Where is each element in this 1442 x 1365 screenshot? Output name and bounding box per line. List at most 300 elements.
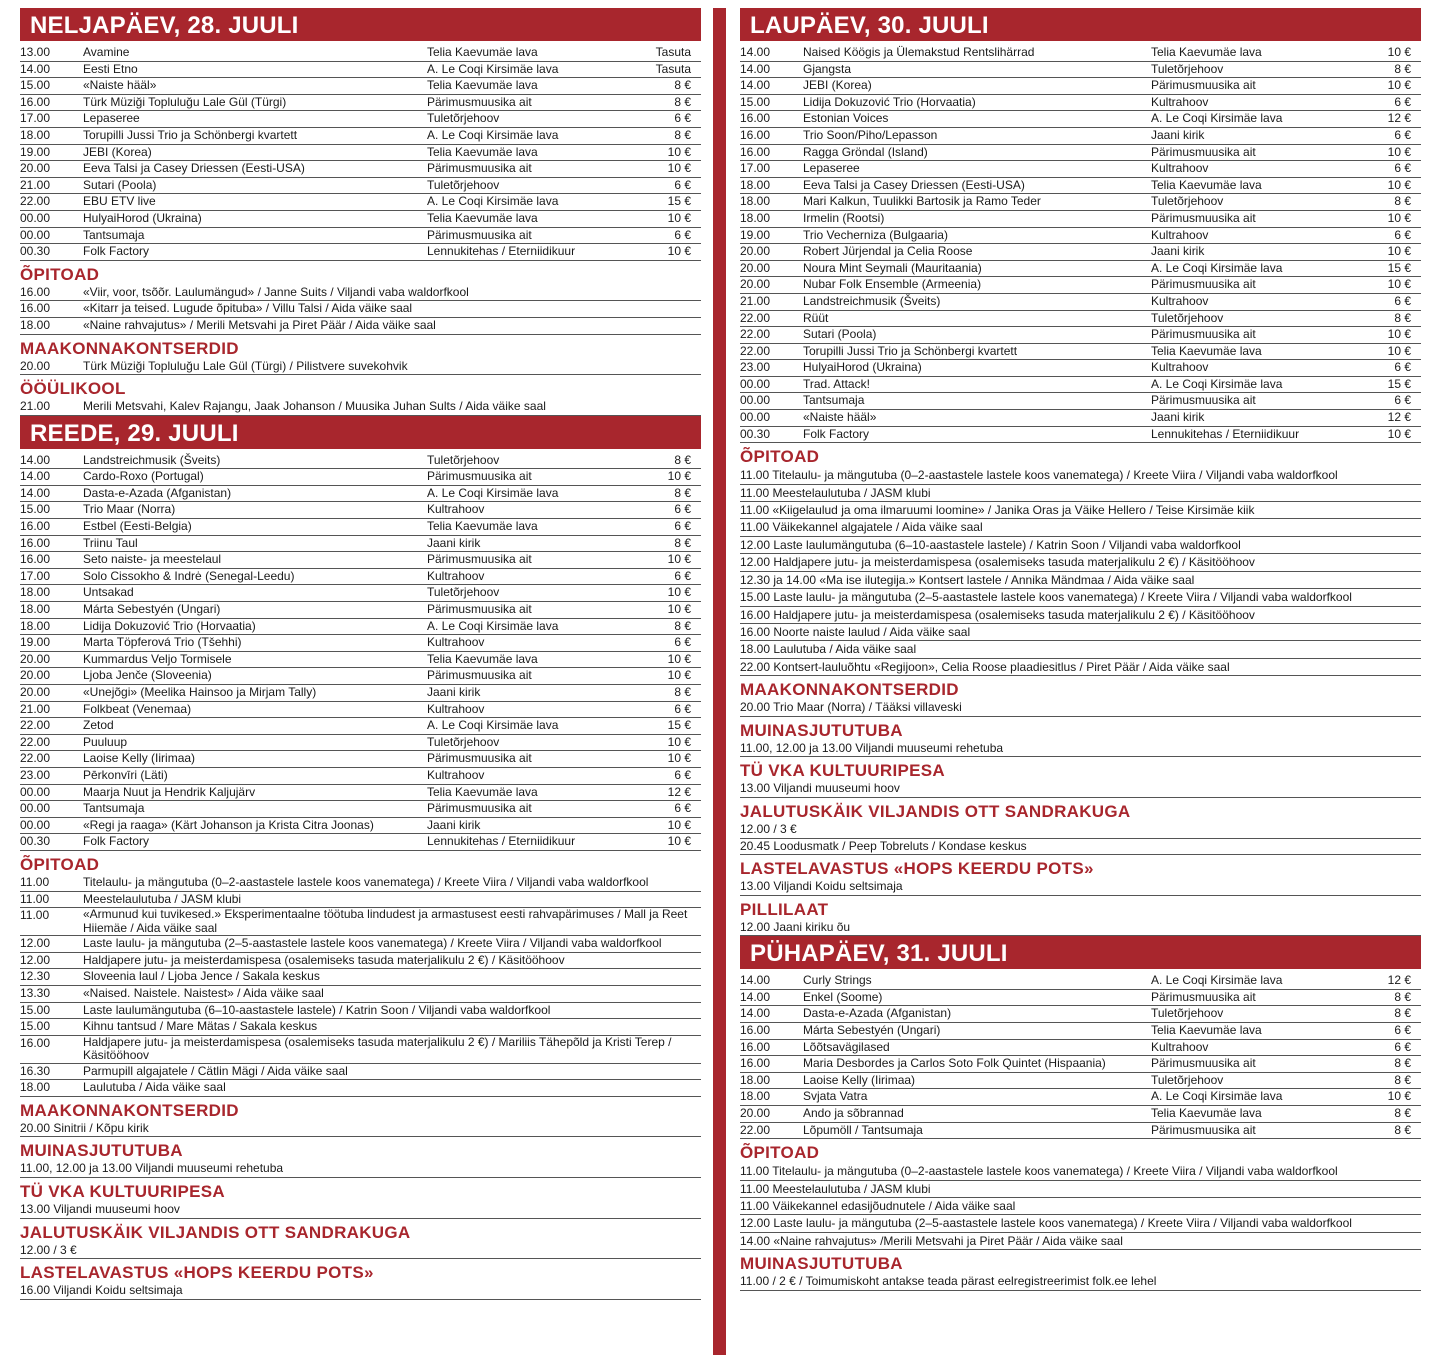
schedule-line: 16.00 Haldjapere jutu- ja meisterdamispesa (osalemiseks tasuda materjalikulu 2 €) / Käsitööhoov [740, 607, 1421, 624]
event-name: EBU ETV live [83, 194, 156, 209]
schedule-row [20, 1064, 701, 1081]
event-price: 12 € [667, 784, 691, 799]
event-time: 11.00 [20, 891, 50, 906]
event-name: Maarja Nuut ja Hendrik Kaljujärv [83, 784, 256, 799]
schedule-row [740, 261, 1421, 278]
event-price: 10 € [667, 834, 691, 849]
schedule-row [20, 986, 701, 1003]
event-time: 12.00 [20, 952, 51, 967]
event-venue: A. Le Coqi Kirsimäe lava [427, 127, 559, 142]
schedule-line: 18.00 Laulutuba / Aida väike saal [740, 641, 1421, 658]
schedule-line: 11.00 Väikekannel algajatele / Aida väike saal [740, 519, 1421, 536]
schedule-row [740, 1023, 1421, 1040]
event-price: 10 € [1387, 45, 1411, 59]
event-time: 00.00 [20, 784, 51, 799]
schedule-row [740, 327, 1421, 344]
event-name: «Viir, voor, tsõõr. Laulumängud» / Janne Suits / Viljandi vaba waldorfkool [83, 284, 469, 299]
schedule-line: 11.00, 12.00 ja 13.00 Viljandi muuseumi rehetuba [20, 1161, 701, 1178]
event-time: 14.00 [740, 973, 771, 988]
event-name: Laste laulu- ja mängutuba (2–5-aastastele lastele koos vanematega) / Kreete Viira / Viljandi vaba waldorfkool [83, 936, 662, 951]
event-venue: Pärimusmuusika ait [1151, 78, 1256, 93]
event-venue: Pärimusmuusika ait [1151, 210, 1256, 225]
event-name: Titelaulu- ja mängutuba (0–2-aastastele lastele koos vanematega) / Kreete Viira / Viljandi vaba waldorfkool [83, 874, 649, 889]
schedule-row [740, 1123, 1421, 1140]
event-venue: A. Le Coqi Kirsimäe lava [427, 618, 559, 633]
schedule-row [740, 128, 1421, 145]
event-time: 23.00 [20, 767, 51, 782]
event-venue: Tuletõrjehoov [427, 734, 500, 749]
event-venue: Pärimusmuusika ait [1151, 277, 1256, 292]
schedule-row [20, 95, 701, 112]
event-time: 00.30 [740, 426, 771, 441]
event-name: Robert Jürjendal ja Celia Roose [803, 244, 973, 259]
schedule-row [20, 953, 701, 970]
event-time: 19.00 [740, 227, 771, 242]
section-title: MUINASJUTUTUBA [740, 720, 903, 740]
event-time: 22.00 [740, 310, 771, 325]
event-name: Cardo-Roxo (Portugal) [83, 469, 204, 484]
schedule-line: 13.00 Viljandi muuseumi hoov [20, 1202, 701, 1219]
event-time: 00.00 [20, 210, 51, 225]
schedule-row [20, 834, 701, 851]
event-name: Curly Strings [803, 973, 872, 988]
event-price: 8 € [1394, 1056, 1411, 1071]
event-price: 8 € [674, 127, 691, 142]
event-price: 6 € [674, 635, 691, 650]
event-name: Avamine [83, 45, 130, 59]
event-name: «Armunud kui tuvikesed.» Eksperimentaalne töötuba lindudest ja armastusest eesti rahvapärimuses / Mall ja Reet Hiiemäe / Aida väike saal [83, 908, 688, 935]
event-name: Sutari (Poola) [803, 327, 877, 342]
schedule-row [20, 768, 701, 785]
event-venue: Telia Kaevumäe lava [1151, 343, 1262, 358]
section-title: JALUTUSKÄIK VILJANDIS OTT SANDRAKUGA [740, 801, 1131, 821]
event-time: 21.00 [20, 399, 51, 414]
event-price: 6 € [1394, 127, 1411, 142]
event-time: 18.00 [740, 194, 771, 209]
event-price: 6 € [674, 227, 691, 242]
event-venue: Pärimusmuusika ait [427, 94, 532, 109]
event-venue: Kultrahoov [1151, 1039, 1209, 1054]
schedule-line: 22.00 Kontsert-lauluõhtu «Regijoon», Celia Roose plaadiesitlus / Piret Päär / Aida väike saal [740, 659, 1421, 676]
schedule-line: 16.00 Noorte naiste laulud / Aida väike saal [740, 624, 1421, 641]
event-venue: A. Le Coqi Kirsimäe lava [1151, 1089, 1283, 1104]
event-price: 10 € [667, 651, 691, 666]
event-price: 10 € [667, 244, 691, 259]
event-time: 22.00 [20, 718, 51, 733]
event-venue: Jaani kirik [427, 817, 481, 832]
event-time: 23.00 [740, 360, 771, 375]
event-name: Lepaseree [803, 161, 860, 176]
section-title: TÜ VKA KULTUURIPESA [20, 1182, 225, 1202]
event-venue: Tuletõrjehoov [1151, 1072, 1224, 1087]
event-price: 6 € [674, 502, 691, 517]
event-time: 00.00 [20, 817, 51, 832]
event-venue: Jaani kirik [1151, 244, 1205, 259]
event-name: Trio Vecherniza (Bulgaaria) [803, 227, 948, 242]
event-name: HulyaiHorod (Ukraina) [803, 360, 922, 375]
event-name: Solo Cissokho & Indrė (Senegal-Leedu) [83, 568, 295, 583]
event-venue: Telia Kaevumäe lava [427, 78, 538, 93]
event-venue: Telia Kaevumäe lava [427, 210, 538, 225]
schedule-row [20, 318, 701, 335]
event-price: 8 € [674, 685, 691, 699]
schedule-row [20, 486, 701, 503]
schedule-line: 13.00 Viljandi Koidu seltsimaja [740, 879, 1421, 896]
event-time: 14.00 [740, 989, 771, 1004]
event-price: 6 € [1394, 227, 1411, 242]
event-name: Laoise Kelly (Iirimaa) [83, 751, 196, 766]
event-name: Tantsumaja [83, 801, 145, 816]
event-time: 18.00 [20, 618, 51, 633]
event-venue: Kultrahoov [427, 635, 485, 650]
schedule-row [740, 111, 1421, 128]
event-name: Ando ja sõbrannad [803, 1106, 904, 1121]
event-name: Puuluup [83, 734, 128, 749]
event-time: 00.30 [20, 244, 51, 259]
event-price: 10 € [667, 585, 691, 600]
schedule-row [20, 285, 701, 302]
event-name: Türk Müziği Topluluğu Lale Gül (Türgi) / Pilistvere suvekohvik [83, 358, 408, 373]
event-name: Seto naiste- ja meestelaul [83, 552, 222, 567]
event-time: 14.00 [20, 452, 51, 467]
schedule-row [20, 602, 701, 619]
schedule-row [20, 718, 701, 735]
day-header: NELJAPÄEV, 28. JUULI [20, 8, 701, 41]
event-price: 6 € [674, 568, 691, 583]
event-price: 8 € [674, 94, 691, 109]
schedule-row [20, 751, 701, 768]
event-time: 14.00 [20, 485, 51, 500]
event-name: Lõpumöll / Tantsumaja [803, 1122, 923, 1137]
event-time: 00.30 [20, 834, 51, 849]
event-venue: Pärimusmuusika ait [427, 751, 532, 766]
section-title: JALUTUSKÄIK VILJANDIS OTT SANDRAKUGA [20, 1222, 411, 1242]
event-venue: A. Le Coqi Kirsimäe lava [1151, 973, 1283, 988]
event-time: 22.00 [740, 327, 771, 342]
event-price: 6 € [1394, 161, 1411, 176]
event-name: «Kitarr ja teised. Lugude õpituba» / Villu Talsi / Aida väike saal [83, 301, 413, 316]
event-venue: Pärimusmuusika ait [427, 602, 532, 617]
event-time: 21.00 [740, 293, 771, 308]
day-header: LAUPÄEV, 30. JUULI [740, 8, 1421, 41]
schedule-row [20, 145, 701, 162]
event-time: 15.00 [740, 94, 771, 109]
schedule-row [740, 194, 1421, 211]
schedule-line: 13.00 Viljandi muuseumi hoov [740, 781, 1421, 798]
event-name: Haldjapere jutu- ja meisterdamispesa (osalemiseks tasuda materjalikulu 2 €) / Mariliis Tähepõld ja Kristi Terep / Käsitööhoov [83, 1035, 672, 1063]
event-time: 18.00 [20, 585, 51, 600]
event-time: 16.00 [20, 1035, 51, 1050]
event-name: HulyaiHorod (Ukraina) [83, 210, 202, 225]
event-time: 20.00 [740, 244, 771, 259]
event-venue: Kultrahoov [427, 701, 485, 716]
schedule-row [20, 668, 701, 685]
event-price: 10 € [1387, 177, 1411, 192]
schedule-row [20, 178, 701, 195]
event-venue: Pärimusmuusika ait [1151, 989, 1256, 1004]
schedule-row [740, 344, 1421, 361]
section-title: LASTELAVASTUS «HOPS KEERDU POTS» [740, 859, 1094, 879]
event-time: 16.00 [20, 94, 51, 109]
event-price: 6 € [1394, 94, 1411, 109]
event-name: Folk Factory [803, 426, 870, 441]
schedule-row [20, 519, 701, 536]
event-price: 6 € [1394, 293, 1411, 308]
schedule-line: 12.00 / 3 € [20, 1243, 701, 1260]
event-time: 15.00 [20, 78, 51, 93]
event-price: 10 € [1387, 244, 1411, 259]
schedule-row [20, 194, 701, 211]
event-name: «Naiste hääl» [803, 410, 877, 425]
schedule-line: 12.00 Laste laulumängutuba (6–10-aastastele lastele) / Katrin Soon / Viljandi vaba waldorfkool [740, 537, 1421, 554]
event-venue: Pärimusmuusika ait [1151, 144, 1256, 159]
event-time: 00.00 [740, 393, 771, 408]
event-price: 10 € [1387, 210, 1411, 225]
event-name: Laulutuba / Aida väike saal [83, 1080, 226, 1095]
schedule-row [740, 211, 1421, 228]
event-venue: Telia Kaevumäe lava [427, 45, 538, 59]
event-name: Haldjapere jutu- ja meisterdamispesa (osalemiseks tasuda materjalikulu 2 €) / Käsitööhoov [83, 952, 565, 967]
schedule-line: 20.00 Sinitrii / Kõpu kirik [20, 1121, 701, 1138]
event-name: Eesti Etno [83, 61, 138, 76]
schedule-row [20, 359, 701, 376]
event-price: 10 € [1387, 1089, 1411, 1104]
event-time: 20.00 [740, 277, 771, 292]
schedule-row [20, 45, 701, 62]
event-venue: Telia Kaevumäe lava [1151, 1106, 1262, 1121]
event-venue: Kultrahoov [427, 502, 485, 517]
event-time: 16.00 [20, 535, 51, 550]
event-name: Márta Sebestyén (Ungari) [83, 602, 221, 617]
event-name: Laoise Kelly (Iirimaa) [803, 1072, 916, 1087]
event-venue: Kultrahoov [1151, 227, 1209, 242]
event-name: Márta Sebestyén (Ungari) [803, 1023, 941, 1038]
event-venue: Kultrahoov [427, 767, 485, 782]
event-time: 00.00 [20, 801, 51, 816]
day-header: REEDE, 29. JUULI [20, 416, 701, 449]
schedule-row [740, 161, 1421, 178]
event-price: 12 € [1387, 410, 1411, 425]
event-time: 18.00 [740, 177, 771, 192]
event-name: Zetod [83, 718, 114, 733]
event-price: Tasuta [655, 45, 691, 59]
event-name: Noura Mint Seymali (Mauritaania) [803, 260, 982, 275]
event-venue: Pärimusmuusika ait [1151, 1122, 1256, 1137]
schedule-row [20, 1036, 701, 1064]
event-price: 8 € [674, 78, 691, 93]
day-header: PÜHAPÄEV, 31. JUULI [740, 936, 1421, 969]
section-title: ÕPITOAD [740, 447, 820, 467]
event-name: Lidija Dokuzović Trio (Horvaatia) [803, 94, 976, 109]
section-title: MAAKONNAKONTSERDID [20, 338, 239, 358]
schedule-row [740, 244, 1421, 261]
event-time: 14.00 [740, 61, 771, 76]
schedule-line: 15.00 Laste laulu- ja mängutuba (2–5-aastastele lastele koos vanematega) / Kreete Viira / Viljandi vaba waldorfkool [740, 589, 1421, 606]
event-time: 16.00 [740, 1056, 771, 1071]
schedule-row [20, 569, 701, 586]
event-name: Triinu Taul [83, 535, 138, 550]
schedule-row [20, 892, 701, 909]
event-venue: Pärimusmuusika ait [427, 469, 532, 484]
event-time: 00.00 [20, 227, 51, 242]
schedule-row [20, 453, 701, 470]
schedule-column-left [20, 8, 701, 1300]
schedule-line: 11.00 «Kiigelaulud ja oma ilmaruumi loomine» / Janika Oras ja Väike Hellero / Teise Kirsimäe kiik [740, 502, 1421, 519]
section-title: PILLILAAT [740, 899, 829, 919]
event-name: Lõõtsavägilased [803, 1039, 890, 1054]
event-venue: Pärimusmuusika ait [1151, 393, 1256, 408]
event-time: 14.00 [740, 1006, 771, 1021]
event-time: 18.00 [20, 127, 51, 142]
schedule-row [20, 128, 701, 145]
event-name: Folk Factory [83, 834, 150, 849]
event-price: 6 € [674, 111, 691, 126]
event-time: 22.00 [20, 751, 51, 766]
event-price: 8 € [1394, 1006, 1411, 1021]
event-name: Meestelaulutuba / JASM klubi [83, 891, 242, 906]
schedule-line: 11.00 Meestelaulutuba / JASM klubi [740, 485, 1421, 502]
event-venue: Telia Kaevumäe lava [427, 784, 538, 799]
schedule-line: 11.00 Titelaulu- ja mängutuba (0–2-aastastele lastele koos vanematega) / Kreete Viira / Viljandi vaba waldorfkool [740, 467, 1421, 484]
event-name: Untsakad [83, 585, 134, 600]
section-title: TÜ VKA KULTUURIPESA [740, 761, 945, 781]
schedule-line: 16.00 Viljandi Koidu seltsimaja [20, 1283, 701, 1300]
schedule-row [740, 145, 1421, 162]
schedule-row [20, 228, 701, 245]
event-name: Folkbeat (Venemaa) [83, 701, 192, 716]
event-price: 10 € [667, 668, 691, 683]
event-venue: Tuletõrjehoov [1151, 1006, 1224, 1021]
schedule-row [740, 311, 1421, 328]
event-price: 6 € [1394, 1023, 1411, 1038]
event-venue: Lennukitehas / Eterniidikuur [1151, 426, 1300, 441]
event-name: Mari Kalkun, Tuulikki Bartosik ja Ramo Teder [803, 194, 1041, 209]
event-name: JEBI (Korea) [803, 78, 872, 93]
event-venue: Telia Kaevumäe lava [1151, 45, 1262, 59]
section-title: LASTELAVASTUS «HOPS KEERDU POTS» [20, 1263, 374, 1283]
event-price: 10 € [667, 817, 691, 832]
event-name: «Naine rahvajutus» / Merili Metsvahi ja Piret Päär / Aida väike saal [83, 317, 436, 332]
section-title: ÖÖÜLIKOOL [20, 379, 126, 399]
event-venue: Pärimusmuusika ait [427, 227, 532, 242]
event-price: 8 € [1394, 61, 1411, 76]
schedule-row [20, 502, 701, 519]
event-venue: Telia Kaevumäe lava [427, 519, 538, 534]
schedule-row [20, 78, 701, 95]
event-venue: Tuletõrjehoov [1151, 310, 1224, 325]
event-price: 8 € [1394, 1122, 1411, 1137]
schedule-line: 11.00 Titelaulu- ja mängutuba (0–2-aastastele lastele koos vanematega) / Kreete Viira / Viljandi vaba waldorfkool [740, 1163, 1421, 1180]
event-price: 6 € [674, 767, 691, 782]
schedule-row [740, 277, 1421, 294]
schedule-row [20, 62, 701, 79]
event-name: Dasta-e-Azada (Afganistan) [83, 485, 232, 500]
schedule-row [740, 427, 1421, 444]
event-venue: Kultrahoov [1151, 161, 1209, 176]
event-venue: Lennukitehas / Eterniidikuur [427, 834, 576, 849]
event-venue: Kultrahoov [1151, 293, 1209, 308]
schedule-row [20, 969, 701, 986]
schedule-row [20, 735, 701, 752]
event-venue: Pärimusmuusika ait [1151, 327, 1256, 342]
schedule-row [20, 635, 701, 652]
section-title: ÕPITOAD [740, 1143, 820, 1163]
schedule-row [740, 360, 1421, 377]
event-time: 18.00 [20, 317, 51, 332]
event-venue: Pärimusmuusika ait [427, 552, 532, 567]
schedule-line: 20.45 Loodusmatk / Peep Tobreluts / Kondase keskus [740, 839, 1421, 856]
event-name: Ragga Gröndal (Island) [803, 144, 928, 159]
event-name: «Naiste hääl» [83, 78, 157, 93]
event-time: 13.00 [20, 45, 51, 59]
event-name: Dasta-e-Azada (Afganistan) [803, 1006, 952, 1021]
schedule-row [740, 377, 1421, 394]
event-venue: Tuletõrjehoov [427, 585, 500, 600]
schedule-line: 12.00 / 3 € [740, 822, 1421, 839]
event-time: 18.00 [740, 1072, 771, 1087]
event-time: 16.00 [740, 127, 771, 142]
event-time: 16.00 [20, 552, 51, 567]
event-price: 15 € [667, 718, 691, 733]
event-venue: Pärimusmuusika ait [1151, 1056, 1256, 1071]
schedule-row [20, 301, 701, 318]
schedule-line: 12.00 Laste laulu- ja mängutuba (2–5-aastastele lastele koos vanematega) / Kreete Viira / Viljandi vaba waldorfkool [740, 1215, 1421, 1232]
schedule-row [20, 875, 701, 892]
schedule-row [20, 244, 701, 261]
event-name: Nubar Folk Ensemble (Armeenia) [803, 277, 982, 292]
event-time: 20.00 [20, 668, 51, 683]
event-time: 16.00 [20, 284, 51, 299]
event-name: Merili Metsvahi, Kalev Rajangu, Jaak Johanson / Muusika Juhan Sults / Aida väike saal [83, 399, 546, 414]
schedule-row [740, 178, 1421, 195]
schedule-row [20, 1019, 701, 1036]
event-price: 10 € [667, 552, 691, 567]
event-time: 18.00 [20, 602, 51, 617]
event-name: Landstreichmusik (Šveits) [803, 293, 941, 308]
event-name: Naised Köögis ja Ülemakstud Rentslihärrad [803, 45, 1035, 59]
event-name: Eeva Talsi ja Casey Driessen (Eesti-USA) [803, 177, 1025, 192]
event-time: 14.00 [20, 61, 51, 76]
schedule-row [20, 702, 701, 719]
event-time: 12.00 [20, 936, 51, 951]
event-time: 17.00 [20, 568, 51, 583]
schedule-row [740, 45, 1421, 62]
schedule-row [740, 228, 1421, 245]
event-price: 6 € [674, 519, 691, 534]
event-time: 15.00 [20, 1002, 51, 1017]
event-name: Trad. Attack! [803, 376, 870, 391]
event-time: 17.00 [740, 161, 771, 176]
event-time: 11.00 [20, 908, 50, 923]
event-price: 10 € [1387, 78, 1411, 93]
event-venue: A. Le Coqi Kirsimäe lava [427, 61, 559, 76]
section-title: ÕPITOAD [20, 854, 100, 874]
event-name: Parmupill algajatele / Cätlin Mägi / Aida väike saal [83, 1063, 348, 1078]
event-name: Irmelin (Rootsi) [803, 210, 885, 225]
event-name: Landstreichmusik (Šveits) [83, 452, 221, 467]
schedule-row [740, 62, 1421, 79]
event-price: 6 € [1394, 393, 1411, 408]
schedule-row [740, 95, 1421, 112]
schedule-row [20, 936, 701, 953]
event-price: 8 € [1394, 989, 1411, 1004]
event-price: 15 € [1387, 376, 1411, 391]
schedule-row [740, 1006, 1421, 1023]
event-time: 19.00 [20, 144, 51, 159]
event-price: 10 € [667, 734, 691, 749]
event-time: 16.00 [740, 1039, 771, 1054]
schedule-row [20, 399, 701, 416]
